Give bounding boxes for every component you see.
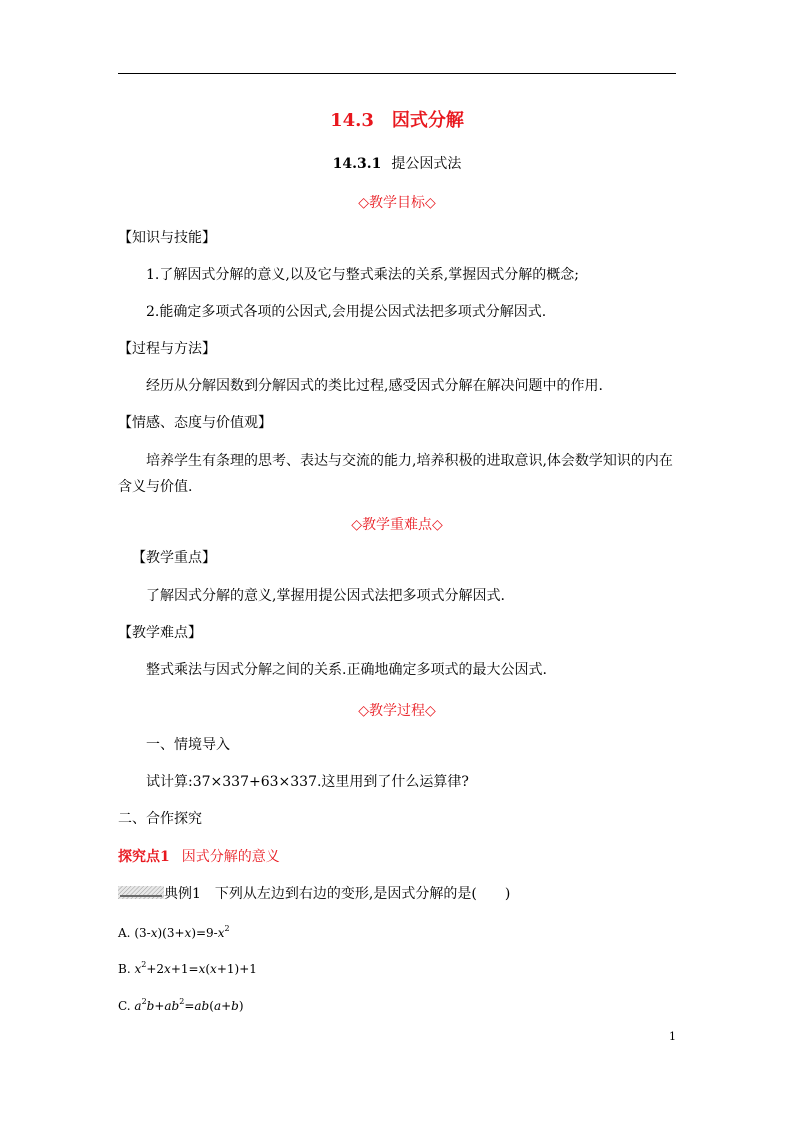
knowledge-item-1: 1.了解因式分解的意义,以及它与整式乘法的关系,掌握因式分解的概念; bbox=[146, 267, 579, 283]
knowledge-item-2: 2.能确定多项式各项的公因式,会用提公因式法把多项式分解因式. bbox=[146, 304, 547, 320]
example-1-label: 典例1 下列从左边到右边的变形,是因式分解的是( ) bbox=[164, 886, 511, 902]
option-b-letter: B. bbox=[118, 962, 131, 976]
emotion-text-line1: 培养学生有条理的思考、表达与交流的能力,培养积极的进取意识,体会数学知识的内在 bbox=[146, 453, 673, 469]
focus-text: 了解因式分解的意义,掌握用提公因式法把多项式分解因式. bbox=[146, 588, 505, 604]
option-b bbox=[118, 962, 257, 976]
difficulty-text: 整式乘法与因式分解之间的关系.正确地确定多项式的最大公因式. bbox=[146, 662, 547, 678]
process-text: 经历从分解因数到分解因式的类比过程,感受因式分解在解决问题中的作用. bbox=[146, 378, 603, 394]
procedure-heading: ◇教学过程◇ bbox=[358, 703, 436, 719]
emotion-label: 【情感、态度与价值观】 bbox=[118, 415, 272, 431]
option-a bbox=[118, 926, 230, 940]
difficulty-label: 【教学难点】 bbox=[118, 625, 202, 641]
option-a-letter: A. bbox=[118, 926, 131, 940]
example-badge-icon bbox=[118, 886, 164, 899]
option-a-expr-render: $(3-x)(3+x)=9-x^2$ bbox=[134, 924, 230, 940]
option-b-expr-render: $x^2+2x+1=x(x+1)+1$ bbox=[134, 960, 257, 976]
key-points-heading: ◇教学重难点◇ bbox=[351, 517, 443, 533]
knowledge-label: 【知识与技能】 bbox=[118, 230, 216, 246]
explore-point-number: 探究点1 bbox=[118, 849, 170, 865]
subsection-name: 提公因式法 bbox=[391, 156, 462, 172]
step2-label: 二、合作探究 bbox=[118, 811, 202, 827]
page-title: 14.3 因式分解 bbox=[330, 110, 464, 131]
header-rule bbox=[118, 73, 676, 74]
explore-point-1 bbox=[118, 850, 280, 864]
subsection-number: 14.3.1 bbox=[332, 156, 382, 172]
option-c-expr-render: $a^2b+ab^2=ab(a+b)$ bbox=[134, 997, 244, 1013]
option-c-letter: C. bbox=[118, 999, 131, 1013]
option-c bbox=[118, 999, 244, 1013]
focus-label: 【教学重点】 bbox=[132, 550, 216, 566]
step1-label: 一、情境导入 bbox=[146, 737, 230, 753]
emotion-text-line2: 含义与价值. bbox=[118, 479, 193, 495]
objectives-heading: ◇教学目标◇ bbox=[358, 195, 436, 211]
subsection-title bbox=[0, 153, 794, 173]
step1-text: 试计算:37×337+63×337.这里用到了什么运算律? bbox=[146, 774, 469, 790]
page-number: 1 bbox=[669, 1030, 676, 1043]
process-label: 【过程与方法】 bbox=[118, 341, 216, 357]
explore-point-title: 因式分解的意义 bbox=[181, 849, 280, 865]
